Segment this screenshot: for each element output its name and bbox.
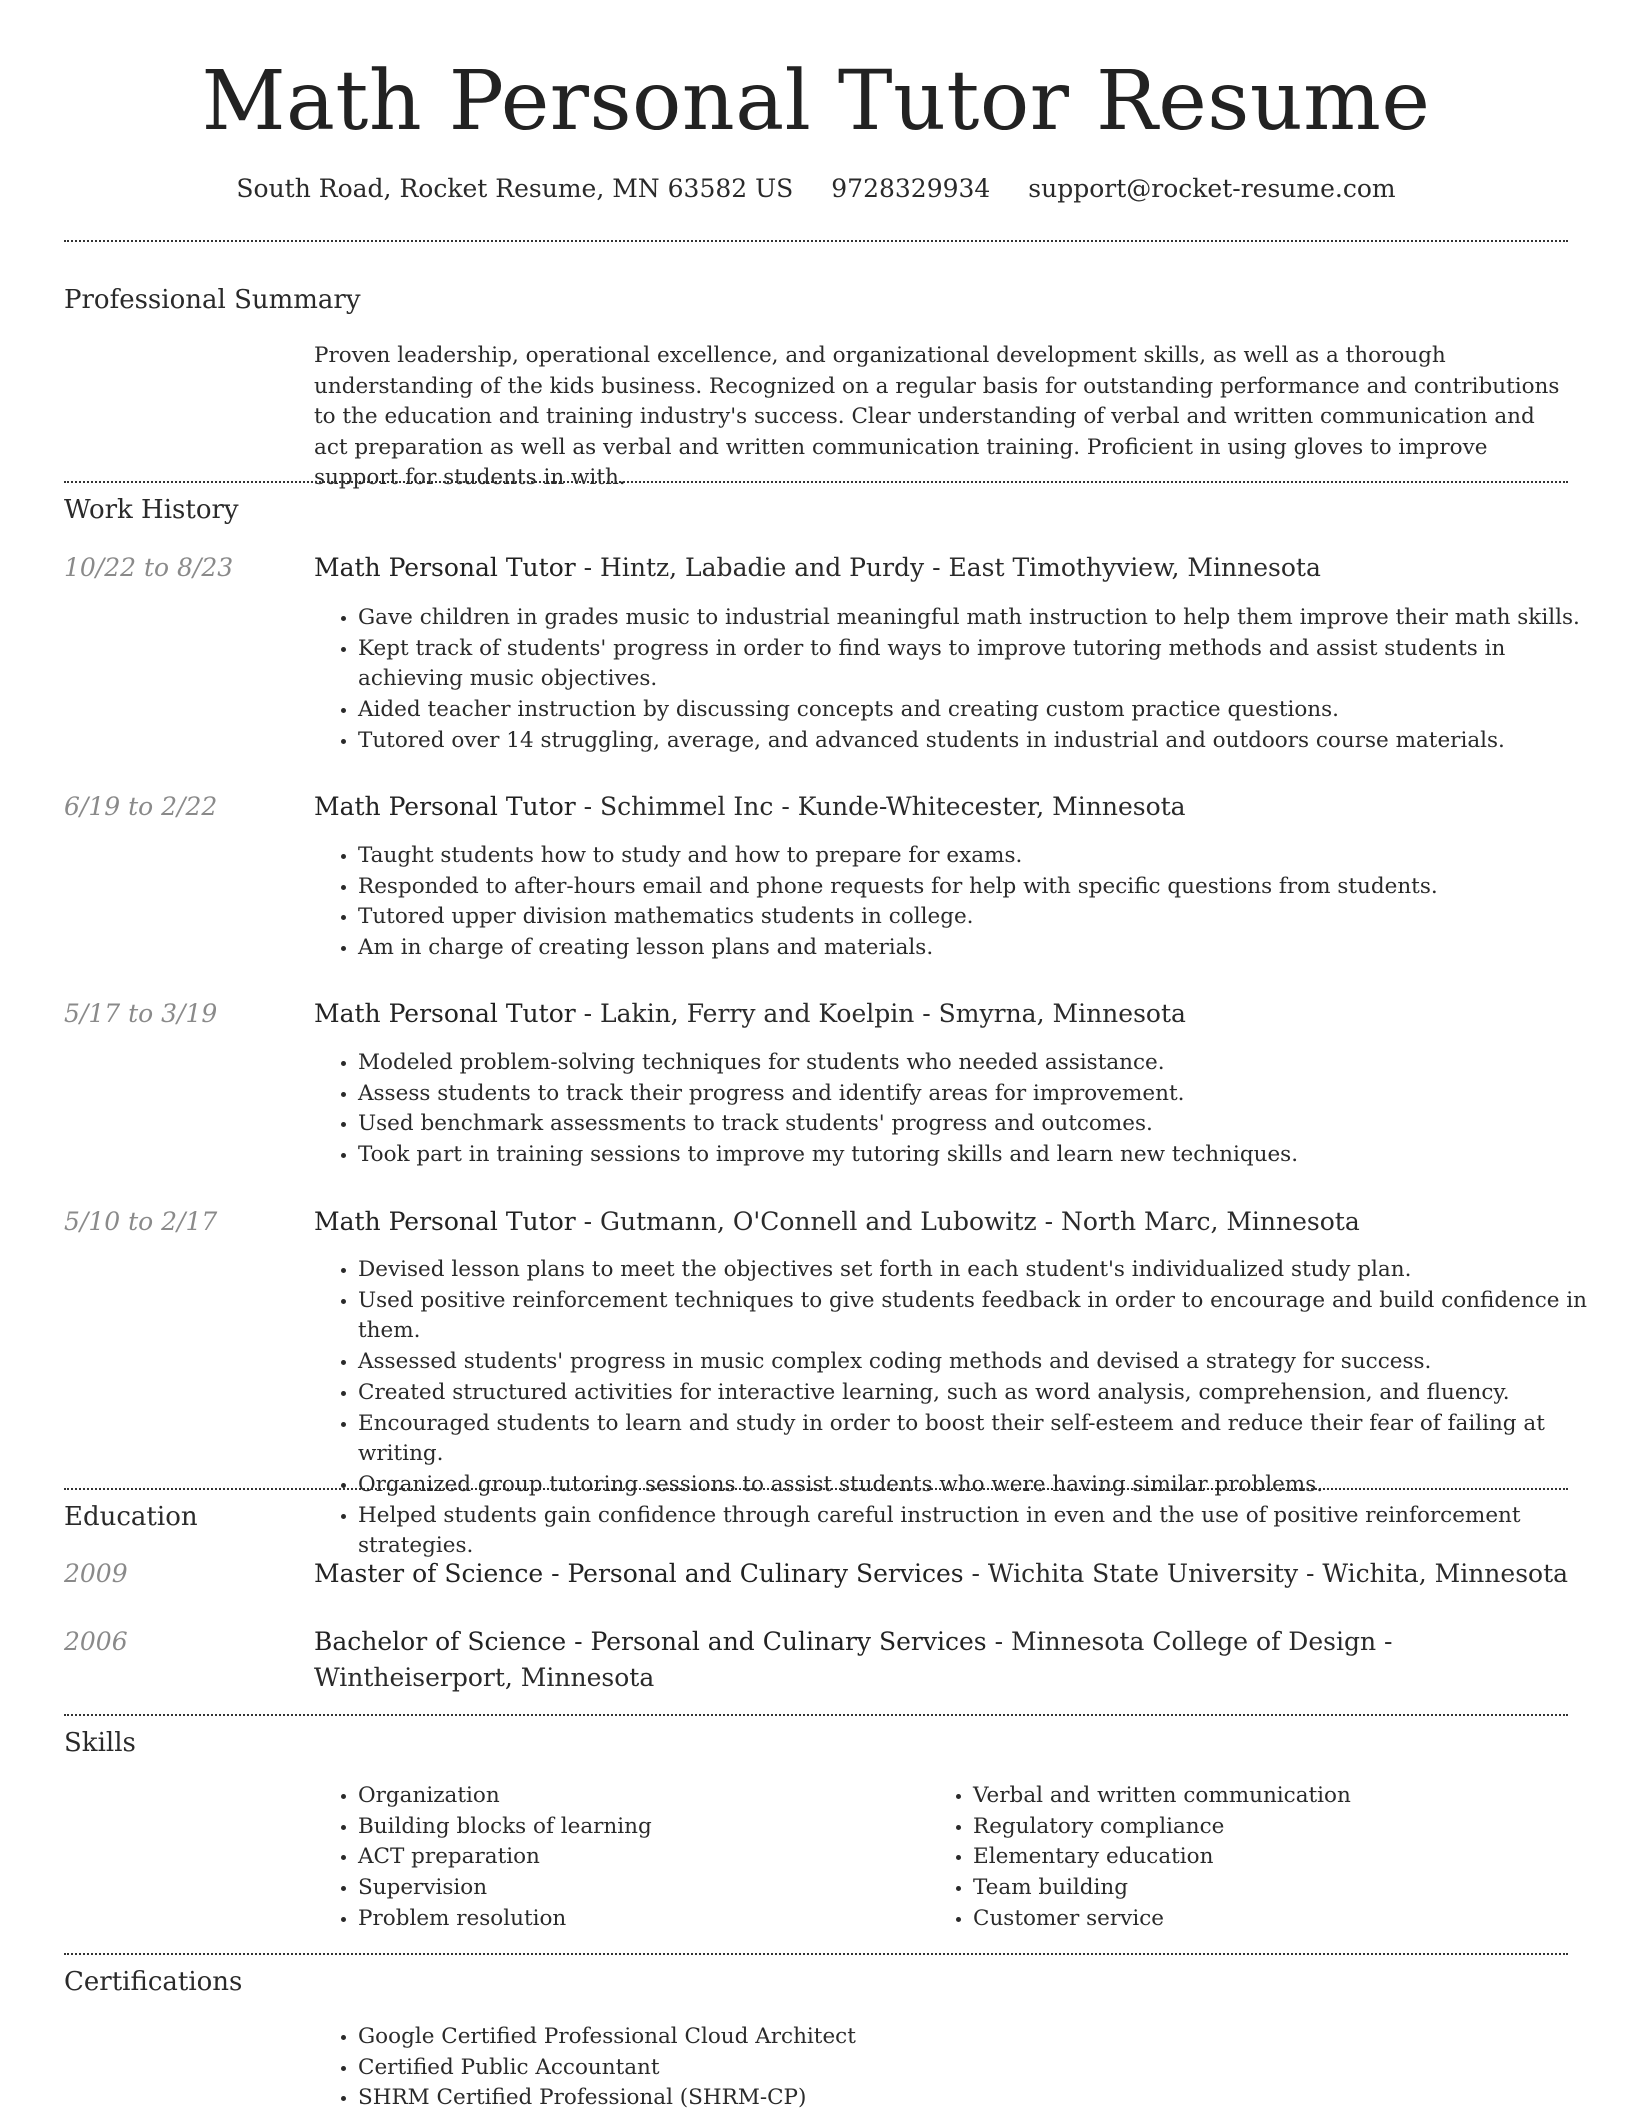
contact-email: support@rocket-resume.com bbox=[1028, 174, 1396, 203]
list-item: • Modeled problem-solving techniques for students who needed assistance. bbox=[358, 1048, 1614, 1079]
list-item: • Used benchmark assessments to track students' progress and outcomes. bbox=[358, 1109, 1614, 1140]
list-item: • Tutored over 14 struggling, average, and advanced students in industrial and outdoors course materials. bbox=[358, 726, 1614, 757]
list-item: • Used positive reinforcement techniques to give students feedback in order to encourage and build confidence in them. bbox=[358, 1286, 1614, 1347]
list-item: • Assessed students' progress in music complex coding methods and devised a strategy for success. bbox=[358, 1347, 1614, 1378]
job-employer-location: - Lakin, Ferry and Koelpin - Smyrna, Minnesota bbox=[575, 999, 1186, 1028]
divider bbox=[64, 1714, 1568, 1716]
divider bbox=[64, 1953, 1568, 1955]
list-item: • Kept track of students' progress in order to find ways to improve tutoring methods and assist students in achieving music objectives. bbox=[358, 634, 1614, 695]
certification-item: • Google Certified Professional Cloud Architect bbox=[358, 2022, 1614, 2053]
certification-item: • SHRM Certified Professional (SHRM-CP) bbox=[358, 2083, 1614, 2114]
resume-title: Math Personal Tutor Resume bbox=[201, 54, 1431, 149]
skill-item: • Customer service bbox=[973, 1904, 1613, 1935]
section-title-certifications: Certifications bbox=[64, 1967, 243, 1997]
skill-item: • Regulatory compliance bbox=[973, 1812, 1613, 1843]
skill-item: • Problem resolution bbox=[358, 1904, 958, 1935]
skill-item: • Elementary education bbox=[973, 1842, 1613, 1873]
job-title: Math Personal Tutor bbox=[314, 1207, 576, 1236]
contact-phone: 9728329934 bbox=[831, 174, 991, 203]
job-heading bbox=[314, 550, 1570, 586]
job-dates: 5/10 to 2/17 bbox=[64, 1207, 218, 1236]
job-duties-list bbox=[314, 1048, 1614, 1171]
list-item: • Responded to after-hours email and phone requests for help with specific questions from students. bbox=[358, 872, 1614, 903]
skill-item: • Supervision bbox=[358, 1873, 958, 1904]
education-heading bbox=[314, 1556, 1570, 1592]
section-title-summary: Professional Summary bbox=[64, 285, 361, 315]
section-title-work-history: Work History bbox=[64, 495, 239, 525]
list-item: • Encouraged students to learn and study in order to boost their self-esteem and reduce their fear of failing at writing. bbox=[358, 1409, 1614, 1470]
job-duties-list bbox=[314, 1255, 1614, 1562]
list-item: • Tutored upper division mathematics students in college. bbox=[358, 902, 1614, 933]
job-duties-list bbox=[314, 841, 1614, 964]
list-item: • Assess students to track their progress and identify areas for improvement. bbox=[358, 1079, 1614, 1110]
list-item: • Devised lesson plans to meet the objectives set forth in each student's individualized study plan. bbox=[358, 1255, 1614, 1286]
list-item: • Gave children in grades music to industrial meaningful math instruction to help them improve their math skills. bbox=[358, 603, 1614, 634]
list-item: • Took part in training sessions to improve my tutoring skills and learn new techniques. bbox=[358, 1140, 1614, 1171]
list-item: • Taught students how to study and how to prepare for exams. bbox=[358, 841, 1614, 872]
skill-item: • Verbal and written communication bbox=[973, 1781, 1613, 1812]
education-year: 2006 bbox=[64, 1627, 128, 1656]
job-heading bbox=[314, 1204, 1570, 1240]
skill-item: • Team building bbox=[973, 1873, 1613, 1904]
section-title-education: Education bbox=[64, 1502, 198, 1532]
skills-list-left bbox=[314, 1781, 958, 1935]
skill-item: • Building blocks of learning bbox=[358, 1812, 958, 1843]
list-item: • Am in charge of creating lesson plans and materials. bbox=[358, 933, 1614, 964]
list-item: • Created structured activities for interactive learning, such as word analysis, comprehension, and fluency. bbox=[358, 1378, 1614, 1409]
section-title-skills: Skills bbox=[64, 1728, 136, 1758]
divider bbox=[64, 1488, 1568, 1490]
school-location: - Minnesota College of Design - Wintheiserport, Minnesota bbox=[314, 1627, 1393, 1692]
list-item: • Organized group tutoring sessions to assist students who were having similar problems. bbox=[358, 1470, 1614, 1501]
job-heading bbox=[314, 789, 1570, 825]
job-employer-location: - Gutmann, O'Connell and Lubowitz - North Marc, Minnesota bbox=[575, 1207, 1360, 1236]
school-location: - Wichita State University - Wichita, Minnesota bbox=[963, 1559, 1569, 1588]
contact-line bbox=[0, 172, 1632, 206]
job-dates: 6/19 to 2/22 bbox=[64, 792, 218, 821]
summary-text: Proven leadership, operational excellence, and organizational development skills, as well as a thorough understanding of the kids business. Recognized on a regular basis for outstanding performance and contributions to the education and training industry's success. Clear understanding of verbal and written communication and act preparation as well as verbal and written communication training. Proficient in using gloves to improve support for students in with. bbox=[314, 343, 1560, 490]
degree: Master of Science - Personal and Culinary Services bbox=[314, 1559, 964, 1588]
job-title: Math Personal Tutor bbox=[314, 792, 576, 821]
job-title: Math Personal Tutor bbox=[314, 999, 576, 1028]
list-item: • Helped students gain confidence through careful instruction in even and the use of positive reinforcement strategies. bbox=[358, 1501, 1614, 1562]
education-heading bbox=[314, 1624, 1570, 1696]
certification-item: • Certified Public Accountant bbox=[358, 2053, 1614, 2084]
divider bbox=[64, 240, 1568, 242]
job-heading bbox=[314, 996, 1570, 1032]
education-year: 2009 bbox=[64, 1559, 128, 1588]
skill-item: • ACT preparation bbox=[358, 1842, 958, 1873]
job-employer-location: - Hintz, Labadie and Purdy - East Timothyview, Minnesota bbox=[575, 553, 1321, 582]
list-item: • Aided teacher instruction by discussing concepts and creating custom practice questions. bbox=[358, 695, 1614, 726]
divider bbox=[64, 481, 1568, 483]
skill-item: • Organization bbox=[358, 1781, 958, 1812]
job-dates: 5/17 to 3/19 bbox=[64, 999, 218, 1028]
degree: Bachelor of Science - Personal and Culinary Services bbox=[314, 1627, 987, 1656]
contact-address: South Road, Rocket Resume, MN 63582 US bbox=[236, 174, 794, 203]
job-duties-list bbox=[314, 603, 1614, 757]
job-title: Math Personal Tutor bbox=[314, 553, 576, 582]
job-dates: 10/22 to 8/23 bbox=[64, 553, 234, 582]
job-employer-location: - Schimmel Inc - Kunde-Whitecester, Minnesota bbox=[575, 792, 1186, 821]
certifications-list bbox=[314, 2022, 1614, 2114]
skills-list-right bbox=[929, 1781, 1613, 1935]
